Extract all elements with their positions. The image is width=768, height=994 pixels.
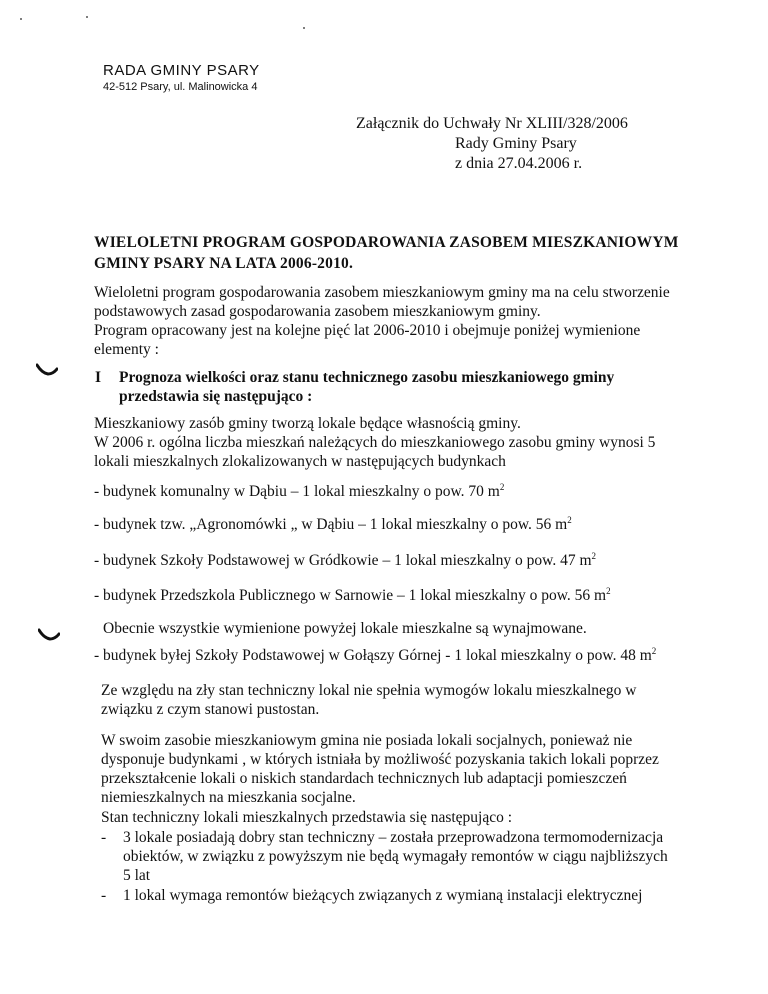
section-number: I bbox=[95, 369, 102, 386]
social-housing-note bbox=[101, 731, 659, 807]
document-title bbox=[94, 232, 679, 274]
stock-description bbox=[94, 414, 655, 471]
stock-line: Mieszkaniowy zasób gminy tworzą lokale będące własnością gminy. bbox=[94, 415, 521, 432]
intro-paragraph bbox=[94, 283, 670, 359]
intro-line: elementy : bbox=[94, 341, 159, 358]
social-line: dysponuje budynkami , w których istniała by możliwość pozyskania takich lokali poprzez bbox=[101, 751, 659, 768]
attachment-reference bbox=[356, 114, 628, 174]
section-heading-line: Prognoza wielkości oraz stanu technicznego zasobu mieszkaniowego gminy bbox=[119, 369, 615, 386]
dash-bullet: - bbox=[101, 887, 107, 904]
stock-line: W 2006 r. ogólna liczba mieszkań należących do mieszkaniowego zasobu gminy wynosi 5 bbox=[94, 434, 656, 451]
attachment-line: Załącznik do Uchwały Nr XLIII/328/2006 bbox=[356, 115, 628, 132]
title-line: GMINY PSARY NA LATA 2006-2010. bbox=[94, 255, 354, 272]
rented-note: Obecnie wszystkie wymienione powyżej lokale mieszkalne są wynajmowane. bbox=[103, 620, 587, 637]
building-item: - budynek byłej Szkoły Podstawowej w Gołąszy Górnej - 1 lokal mieszkalny o pow. 48 $m^2$ bbox=[94, 645, 657, 664]
council-address: 42-512 Psary, ul. Malinowicka 4 bbox=[103, 81, 258, 93]
title-line: WIELOLETNI PROGRAM GOSPODAROWANIA ZASOBEM MIESZKANIOWYM bbox=[94, 234, 679, 251]
intro-line: Program opracowany jest na kolejne pięć lat 2006-2010 i obejmuje poniżej wymienione bbox=[94, 322, 641, 339]
tech-line: 1 lokal wymaga remontów bieżących związanych z wymianą instalacji elektrycznej bbox=[123, 887, 643, 904]
scan-speck bbox=[20, 18, 22, 20]
council-name: RADA GMINY PSARY bbox=[103, 62, 260, 79]
attachment-line: Rady Gminy Psary bbox=[455, 135, 577, 152]
social-line: przekształcenie lokali o niskich standardach technicznych lub adaptacji pomieszczeń bbox=[101, 770, 627, 787]
section-heading bbox=[95, 368, 614, 406]
building-item: - budynek tzw. „Agronomówki „ w Dąbiu – 1 lokal mieszkalny o pow. 56 $m^2$ bbox=[94, 514, 572, 533]
building-item: - budynek Szkoły Podstawowej w Gródkowie – 1 lokal mieszkalny o pow. 47 $m^2$ bbox=[94, 550, 597, 569]
vacant-line: związku z czym stanowi pustostan. bbox=[101, 701, 320, 718]
building-item: - budynek komunalny w Dąbiu – 1 lokal mieszkalny o pow. 70 $m^2$ bbox=[94, 481, 505, 500]
attachment-line: z dnia 27.04.2006 r. bbox=[455, 155, 583, 172]
vacant-line: Ze względu na zły stan techniczny lokal nie spełnia wymogów lokalu mieszkalnego w bbox=[101, 682, 637, 699]
intro-line: Wieloletni program gospodarowania zasobem mieszkaniowym gminy ma na celu stworzenie bbox=[94, 284, 670, 301]
tech-state-item bbox=[101, 886, 642, 905]
check-mark-icon bbox=[38, 628, 60, 642]
tech-state-intro: Stan techniczny lokali mieszkalnych przedstawia się następująco : bbox=[101, 809, 513, 826]
tech-line: 3 lokale posiadają dobry stan techniczny – została przeprowadzona termomodernizacja bbox=[123, 829, 664, 846]
vacant-note bbox=[101, 681, 636, 719]
building-item: - budynek Przedszkola Publicznego w Sarnowie – 1 lokal mieszkalny o pow. 56 $m^2$ bbox=[94, 585, 611, 604]
tech-line: obiektów, w związku z powyższym nie będą wymagały remontów w ciągu najbliższych bbox=[123, 848, 668, 865]
section-heading-line: przedstawia się następująco : bbox=[119, 388, 313, 405]
social-line: W swoim zasobie mieszkaniowym gmina nie posiada lokali socjalnych, ponieważ nie bbox=[101, 732, 633, 749]
scan-speck bbox=[303, 27, 305, 29]
check-mark-icon bbox=[36, 363, 58, 377]
stock-line: lokali mieszkalnych zlokalizowanych w następujących budynkach bbox=[94, 453, 506, 470]
scan-speck bbox=[86, 16, 88, 18]
intro-line: podstawowych zasad gospodarowania zasobem mieszkaniowym gminy. bbox=[94, 303, 541, 320]
tech-state-item bbox=[101, 828, 668, 885]
dash-bullet: - bbox=[101, 829, 107, 846]
social-line: niemieszkalnych na mieszkania socjalne. bbox=[101, 789, 356, 806]
tech-line: 5 lat bbox=[123, 867, 151, 884]
